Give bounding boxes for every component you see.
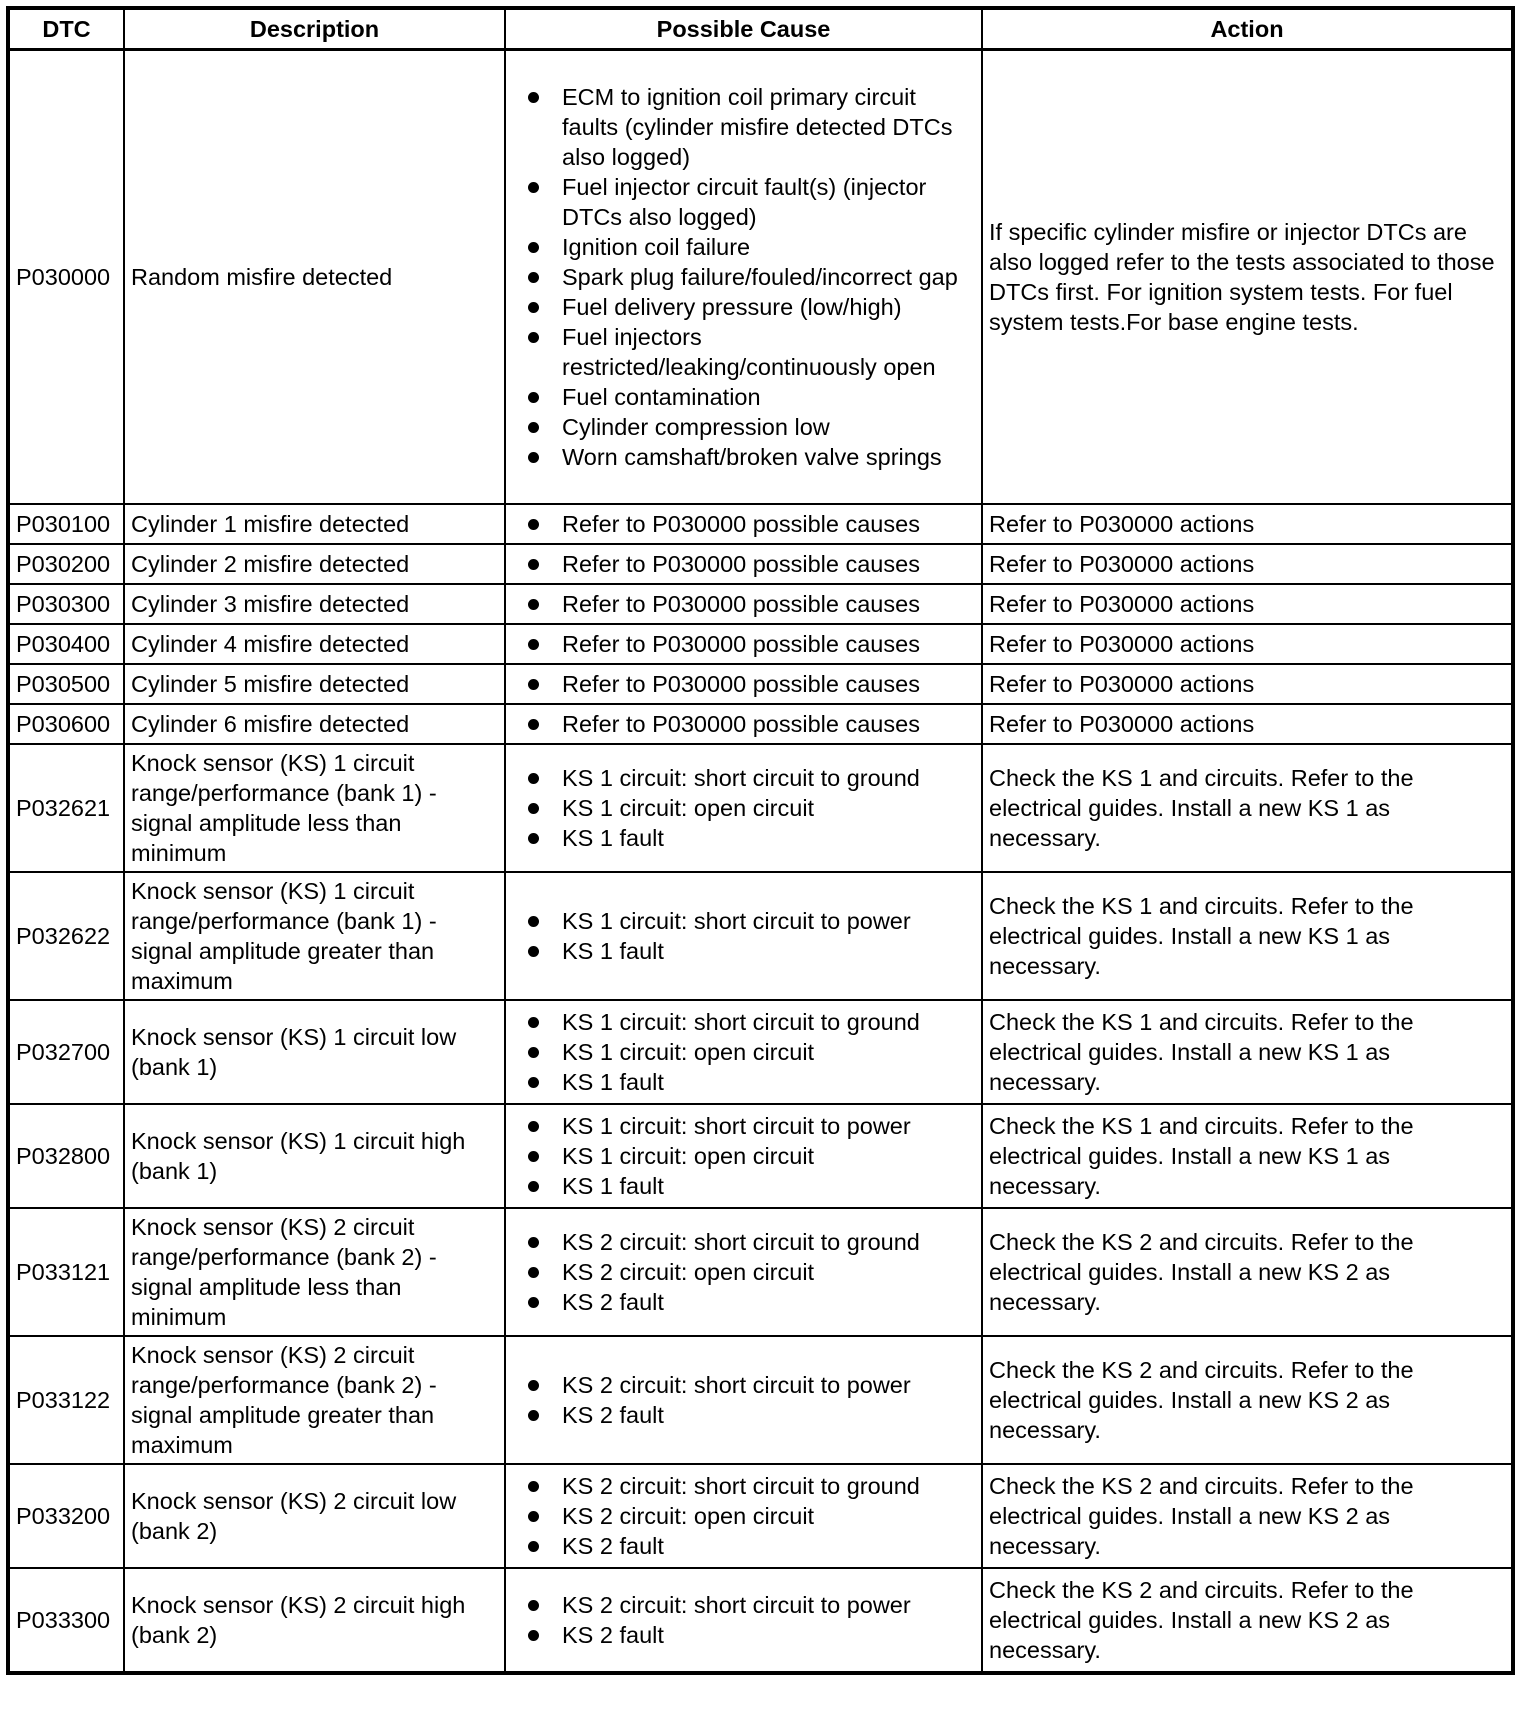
bullet-icon — [528, 1237, 539, 1248]
table-row — [8, 1464, 1513, 1568]
dtc-action: Check the KS 2 and circuits. Refer to the electrical guides. Install a new KS 2 as necessary. — [982, 1336, 1513, 1464]
possible-causes-cell — [505, 1104, 982, 1208]
dtc-code: P030600 — [8, 704, 124, 744]
bullet-icon — [528, 1541, 539, 1552]
cause-item: KS 1 fault — [562, 1171, 975, 1201]
cause-item: KS 2 fault — [562, 1287, 975, 1317]
cause-item: KS 2 circuit: open circuit — [562, 1501, 975, 1531]
causes-list — [512, 82, 975, 472]
possible-causes-cell — [505, 704, 982, 744]
possible-causes-cell — [505, 584, 982, 624]
dtc-code: P030300 — [8, 584, 124, 624]
possible-causes-cell — [505, 1464, 982, 1568]
bullet-icon — [528, 332, 539, 343]
table-row — [8, 664, 1513, 704]
header-possible-cause: Possible Cause — [505, 8, 982, 50]
dtc-description: Knock sensor (KS) 1 circuit high (bank 1) — [124, 1104, 505, 1208]
bullet-icon — [528, 1410, 539, 1421]
causes-list — [512, 906, 975, 966]
cause-item: KS 1 circuit: short circuit to ground — [562, 763, 975, 793]
cause-item: KS 1 circuit: open circuit — [562, 1037, 975, 1067]
causes-list — [512, 1471, 975, 1561]
bullet-icon — [528, 302, 539, 313]
table-row — [8, 1336, 1513, 1464]
dtc-action: Refer to P030000 actions — [982, 704, 1513, 744]
causes-list — [512, 549, 975, 579]
causes-list — [512, 589, 975, 619]
cause-item: KS 1 fault — [562, 936, 975, 966]
bullet-icon — [528, 92, 539, 103]
table-row — [8, 624, 1513, 664]
table-body — [8, 50, 1513, 1674]
dtc-description: Cylinder 5 misfire detected — [124, 664, 505, 704]
cause-item: KS 2 fault — [562, 1531, 975, 1561]
table-row — [8, 504, 1513, 544]
possible-causes-cell — [505, 664, 982, 704]
dtc-code: P033200 — [8, 1464, 124, 1568]
table-row — [8, 584, 1513, 624]
cause-item: KS 2 fault — [562, 1400, 975, 1430]
bullet-icon — [528, 519, 539, 530]
dtc-description: Knock sensor (KS) 2 circuit low (bank 2) — [124, 1464, 505, 1568]
header-dtc: DTC — [8, 8, 124, 50]
bullet-icon — [528, 182, 539, 193]
cause-item: KS 1 circuit: open circuit — [562, 1141, 975, 1171]
bullet-icon — [528, 422, 539, 433]
causes-list — [512, 1111, 975, 1201]
dtc-action: Check the KS 1 and circuits. Refer to the electrical guides. Install a new KS 1 as necessary. — [982, 872, 1513, 1000]
causes-list — [512, 1227, 975, 1317]
cause-item: KS 1 fault — [562, 1067, 975, 1097]
dtc-code: P033121 — [8, 1208, 124, 1336]
cause-item: Ignition coil failure — [562, 232, 975, 262]
cause-item: KS 1 circuit: short circuit to power — [562, 1111, 975, 1141]
cause-item: Refer to P030000 possible causes — [562, 629, 975, 659]
cause-item: KS 2 fault — [562, 1620, 975, 1650]
dtc-action: Check the KS 2 and circuits. Refer to the electrical guides. Install a new KS 2 as necessary. — [982, 1568, 1513, 1673]
dtc-code: P032621 — [8, 744, 124, 872]
dtc-action: Refer to P030000 actions — [982, 664, 1513, 704]
bullet-icon — [528, 559, 539, 570]
cause-item: KS 2 circuit: short circuit to power — [562, 1370, 975, 1400]
cause-item: Spark plug failure/fouled/incorrect gap — [562, 262, 975, 292]
causes-list — [512, 709, 975, 739]
dtc-action: Refer to P030000 actions — [982, 584, 1513, 624]
cause-item: KS 2 circuit: short circuit to power — [562, 1590, 975, 1620]
bullet-icon — [528, 1297, 539, 1308]
cause-item: KS 1 circuit: short circuit to power — [562, 906, 975, 936]
causes-list — [512, 763, 975, 853]
dtc-action: Check the KS 2 and circuits. Refer to the electrical guides. Install a new KS 2 as necessary. — [982, 1464, 1513, 1568]
dtc-code: P033300 — [8, 1568, 124, 1673]
cause-item: Refer to P030000 possible causes — [562, 509, 975, 539]
table-row — [8, 1000, 1513, 1104]
dtc-code: P030400 — [8, 624, 124, 664]
bullet-icon — [528, 1121, 539, 1132]
bullet-icon — [528, 1017, 539, 1028]
cause-item: KS 1 circuit: short circuit to ground — [562, 1007, 975, 1037]
cause-item: KS 1 fault — [562, 823, 975, 853]
bullet-icon — [528, 1181, 539, 1192]
cause-item: KS 2 circuit: open circuit — [562, 1257, 975, 1287]
dtc-code: P030500 — [8, 664, 124, 704]
table-row — [8, 872, 1513, 1000]
dtc-action: Check the KS 1 and circuits. Refer to the electrical guides. Install a new KS 1 as necessary. — [982, 744, 1513, 872]
dtc-description: Knock sensor (KS) 2 circuit range/performance (bank 2) - signal amplitude less than minimum — [124, 1208, 505, 1336]
header-row — [8, 8, 1513, 50]
dtc-action: Refer to P030000 actions — [982, 504, 1513, 544]
causes-list — [512, 1007, 975, 1097]
cause-item: Fuel delivery pressure (low/high) — [562, 292, 975, 322]
table-row — [8, 544, 1513, 584]
bullet-icon — [528, 1267, 539, 1278]
causes-list — [512, 509, 975, 539]
bullet-icon — [528, 679, 539, 690]
cause-item: Fuel injector circuit fault(s) (injector DTCs also logged) — [562, 172, 975, 232]
bullet-icon — [528, 1077, 539, 1088]
dtc-description: Knock sensor (KS) 1 circuit range/performance (bank 1) - signal amplitude less than minimum — [124, 744, 505, 872]
table-row — [8, 744, 1513, 872]
dtc-action: Check the KS 2 and circuits. Refer to the electrical guides. Install a new KS 2 as necessary. — [982, 1208, 1513, 1336]
cause-item: Worn camshaft/broken valve springs — [562, 442, 975, 472]
dtc-code: P033122 — [8, 1336, 124, 1464]
dtc-description: Random misfire detected — [124, 50, 505, 505]
cause-item: Refer to P030000 possible causes — [562, 589, 975, 619]
possible-causes-cell — [505, 544, 982, 584]
bullet-icon — [528, 1380, 539, 1391]
possible-causes-cell — [505, 1336, 982, 1464]
cause-item: Refer to P030000 possible causes — [562, 669, 975, 699]
table-row — [8, 1568, 1513, 1673]
dtc-description: Cylinder 4 misfire detected — [124, 624, 505, 664]
dtc-code: P030200 — [8, 544, 124, 584]
dtc-code: P030100 — [8, 504, 124, 544]
possible-causes-cell — [505, 1000, 982, 1104]
bullet-icon — [528, 452, 539, 463]
bullet-icon — [528, 1630, 539, 1641]
cause-item: Fuel contamination — [562, 382, 975, 412]
dtc-code: P032800 — [8, 1104, 124, 1208]
dtc-action: Refer to P030000 actions — [982, 544, 1513, 584]
dtc-action: If specific cylinder misfire or injector DTCs are also logged refer to the tests associated to those DTCs first. For ignition system tests. For fuel system tests.For base engine tests. — [982, 50, 1513, 505]
dtc-description: Knock sensor (KS) 2 circuit high (bank 2) — [124, 1568, 505, 1673]
cause-item: Fuel injectors restricted/leaking/continuously open — [562, 322, 975, 382]
dtc-action: Check the KS 1 and circuits. Refer to the electrical guides. Install a new KS 1 as necessary. — [982, 1000, 1513, 1104]
bullet-icon — [528, 1151, 539, 1162]
causes-list — [512, 629, 975, 659]
dtc-description: Knock sensor (KS) 1 circuit low (bank 1) — [124, 1000, 505, 1104]
bullet-icon — [528, 1600, 539, 1611]
bullet-icon — [528, 833, 539, 844]
table-row — [8, 1208, 1513, 1336]
bullet-icon — [528, 639, 539, 650]
cause-item: KS 2 circuit: short circuit to ground — [562, 1471, 975, 1501]
bullet-icon — [528, 946, 539, 957]
dtc-table — [6, 6, 1515, 1675]
bullet-icon — [528, 1047, 539, 1058]
cause-item: ECM to ignition coil primary circuit faults (cylinder misfire detected DTCs also logged) — [562, 82, 975, 172]
dtc-description: Knock sensor (KS) 1 circuit range/performance (bank 1) - signal amplitude greater than maximum — [124, 872, 505, 1000]
cause-item: Cylinder compression low — [562, 412, 975, 442]
dtc-code: P032700 — [8, 1000, 124, 1104]
dtc-code: P032622 — [8, 872, 124, 1000]
possible-causes-cell — [505, 504, 982, 544]
bullet-icon — [528, 242, 539, 253]
bullet-icon — [528, 916, 539, 927]
dtc-action: Refer to P030000 actions — [982, 624, 1513, 664]
table-row — [8, 704, 1513, 744]
possible-causes-cell — [505, 624, 982, 664]
bullet-icon — [528, 599, 539, 610]
dtc-description: Cylinder 6 misfire detected — [124, 704, 505, 744]
possible-causes-cell — [505, 872, 982, 1000]
dtc-code: P030000 — [8, 50, 124, 505]
table-row — [8, 1104, 1513, 1208]
bullet-icon — [528, 1481, 539, 1492]
possible-causes-cell — [505, 1568, 982, 1673]
cause-item: Refer to P030000 possible causes — [562, 709, 975, 739]
bullet-icon — [528, 803, 539, 814]
cause-item: Refer to P030000 possible causes — [562, 549, 975, 579]
possible-causes-cell — [505, 50, 982, 505]
bullet-icon — [528, 392, 539, 403]
dtc-description: Cylinder 2 misfire detected — [124, 544, 505, 584]
bullet-icon — [528, 719, 539, 730]
cause-item: KS 1 circuit: open circuit — [562, 793, 975, 823]
causes-list — [512, 1590, 975, 1650]
possible-causes-cell — [505, 1208, 982, 1336]
possible-causes-cell — [505, 744, 982, 872]
bullet-icon — [528, 1511, 539, 1522]
dtc-action: Check the KS 1 and circuits. Refer to the electrical guides. Install a new KS 1 as necessary. — [982, 1104, 1513, 1208]
table-row — [8, 50, 1513, 505]
bullet-icon — [528, 773, 539, 784]
header-action: Action — [982, 8, 1513, 50]
header-description: Description — [124, 8, 505, 50]
dtc-description: Knock sensor (KS) 2 circuit range/performance (bank 2) - signal amplitude greater than maximum — [124, 1336, 505, 1464]
dtc-description: Cylinder 1 misfire detected — [124, 504, 505, 544]
bullet-icon — [528, 272, 539, 283]
causes-list — [512, 669, 975, 699]
causes-list — [512, 1370, 975, 1430]
dtc-description: Cylinder 3 misfire detected — [124, 584, 505, 624]
cause-item: KS 2 circuit: short circuit to ground — [562, 1227, 975, 1257]
